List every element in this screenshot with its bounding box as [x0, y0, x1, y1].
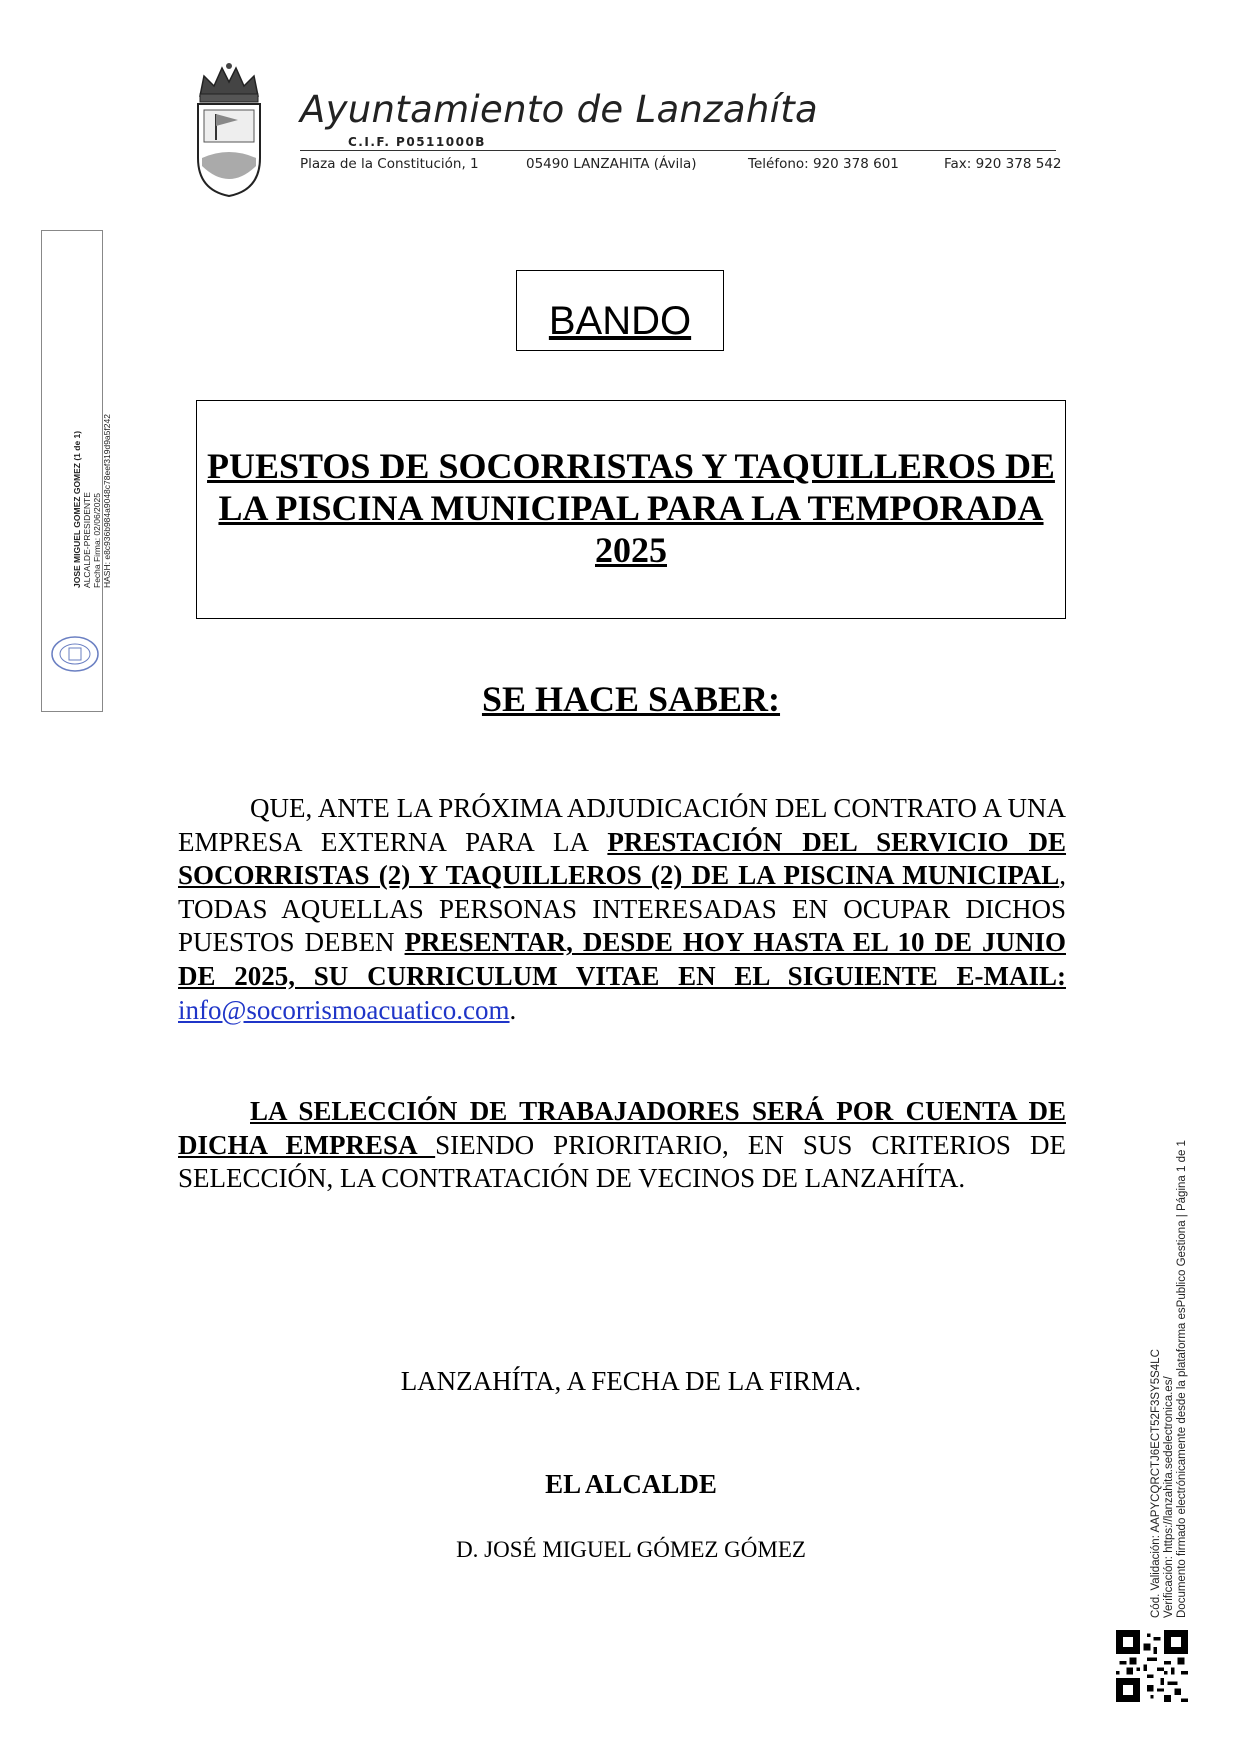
letterhead-phone: Teléfono: 920 378 601 [748, 156, 899, 172]
body-paragraph-1 [178, 792, 1066, 1027]
verification-qr-code [1116, 1630, 1188, 1702]
signature-info [72, 368, 112, 588]
letterhead-cif: C.I.F. P0511000B [348, 135, 486, 149]
letterhead-divider [300, 150, 1056, 151]
validation-code: Cód. Validación: AAPYCQRCTJ6ECT52F3SY5S4LC [1150, 1349, 1162, 1618]
official-seal-stamp [48, 634, 102, 674]
p1-deadline: PRESENTAR, DESDE HOY HASTA EL 10 DE JUNIO DE 2025, SU CURRICULUM VITAE EN EL SIGUIENTE E-MAIL: [178, 927, 1066, 991]
announcement-heading: SE HACE SABER: [481, 679, 781, 719]
document-subject: PUESTOS DE SOCORRISTAS Y TAQUILLEROS DE LA PISCINA MUNICIPAL PARA LA TEMPORADA 2025 [207, 446, 1055, 570]
p2-priority: SIENDO PRIORITARIO, EN SUS CRITERIOS DE SELECCIÓN, LA CONTRATACIÓN DE VECINOS DE LANZAHÍTA. [178, 1129, 1066, 1194]
p1-end: . [509, 994, 517, 1025]
verification-url: Verificación: https://lanzahita.sedelectronica.es/ [1163, 1376, 1175, 1618]
letterhead-address: Plaza de la Constitución, 1 [300, 156, 479, 172]
signer-role-small: ALCALDE-PRESIDENTE [82, 492, 92, 588]
p1-middle: , TODAS AQUELLAS PERSONAS INTERESADAS EN OCUPAR DICHOS PUESTOS DEBEN [178, 860, 1066, 958]
letterhead-title: Ayuntamiento de Lanzahíta [300, 88, 818, 131]
signer-name: D. JOSÉ MIGUEL GÓMEZ GÓMEZ [456, 1537, 806, 1562]
place-date: LANZAHÍTA, A FECHA DE LA FIRMA. [400, 1366, 862, 1396]
municipal-crest-logo [190, 62, 268, 198]
p1-service: PRESTACIÓN DEL SERVICIO DE SOCORRISTAS (2) Y TAQUILLEROS (2) DE LA PISCINA MUNICIPAL [178, 826, 1067, 891]
signature-date: Fecha Firma: 02/06/2025 [92, 493, 102, 588]
document-heading: BANDO [548, 299, 692, 343]
letterhead-postal: 05490 LANZAHITA (Ávila) [526, 156, 697, 172]
e-signature-note: Documento firmado electrónicamente desde la plataforma esPublico Gestiona | Página 1 de 1 [1176, 1140, 1188, 1618]
signer-name-small: JOSE MIGUEL GOMEZ GOMEZ (1 de 1) [72, 430, 82, 588]
p1-intro: QUE, ANTE LA PRÓXIMA ADJUDICACIÓN DEL CONTRATO A UNA EMPRESA EXTERNA PARA LA [178, 793, 1066, 857]
verification-info [1150, 1140, 1189, 1618]
signature-hash: HASH: e8c936b984a9048c78eef319d9a5f242 [102, 414, 112, 588]
signer-title: EL ALCALDE [545, 1469, 717, 1499]
letterhead-fax: Fax: 920 378 542 [944, 156, 1062, 172]
body-paragraph-2 [178, 1095, 1066, 1196]
p2-selection: LA SELECCIÓN DE TRABAJADORES SERÁ POR CUENTA DE DICHA EMPRESA [178, 1096, 1066, 1160]
contact-email-link[interactable]: info@socorrismoacuatico.com [178, 994, 510, 1025]
